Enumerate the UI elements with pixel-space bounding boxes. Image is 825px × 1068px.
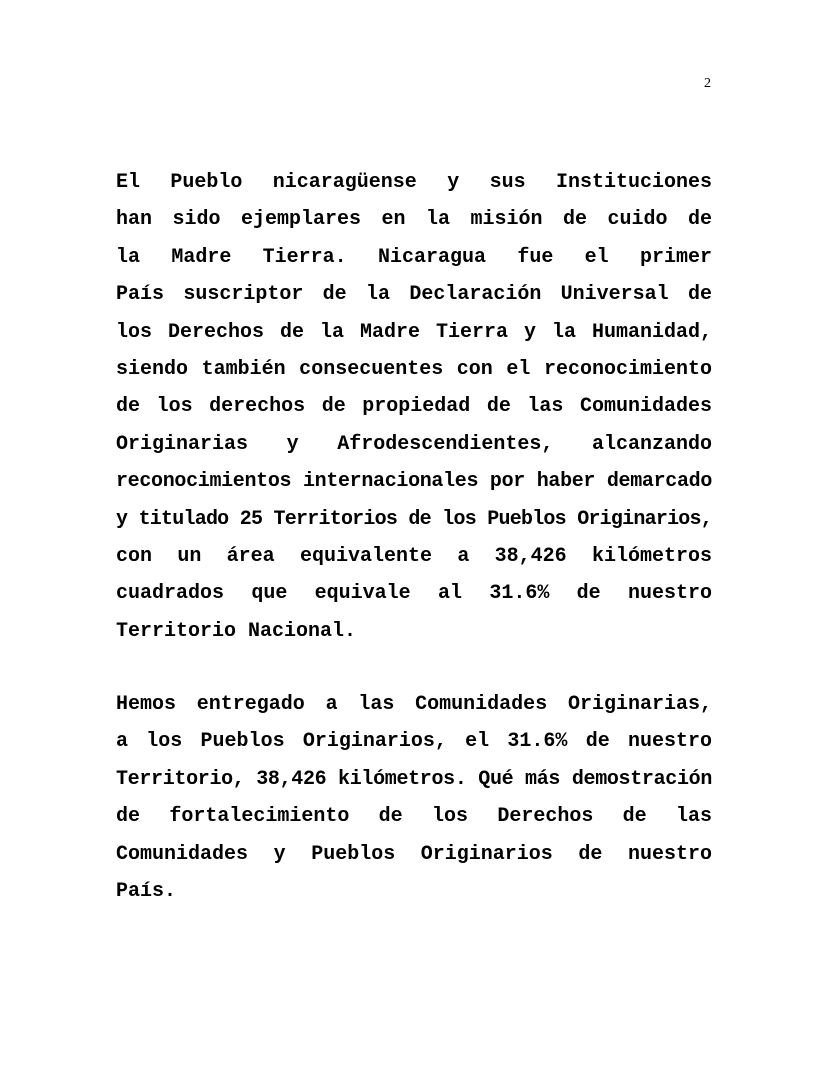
paragraph-line: siendo también consecuentes con el reconocimiento <box>116 357 712 381</box>
paragraph-line: y titulado 25 Territorios de los Pueblos Originarios, <box>116 507 712 531</box>
paragraph-line: Originarias y Afrodescendientes, alcanzando <box>116 432 712 456</box>
paragraph-line: Hemos entregado a las Comunidades Originarias, <box>116 693 712 716</box>
paragraph-line: Territorio, 38,426 kilómetros. Qué más demostración <box>116 767 712 791</box>
page-number: 2 <box>704 76 711 91</box>
paragraph-line: Territorio Nacional. <box>116 619 357 643</box>
paragraph-line: de fortalecimiento de los Derechos de las <box>116 805 712 829</box>
paragraph-line: han sido ejemplares en la misión de cuido de <box>116 208 712 232</box>
paragraph-1 <box>116 164 712 650</box>
paragraph-line: País. <box>116 879 177 903</box>
paragraph-line: a los Pueblos Originarios, el 31.6% de nuestro <box>116 730 712 754</box>
paragraph-2 <box>116 686 712 910</box>
paragraph-line: de los derechos de propiedad de las Comunidades <box>116 395 712 419</box>
paragraph-line: la Madre Tierra. Nicaragua fue el primer <box>116 245 712 269</box>
paragraph-line: los Derechos de la Madre Tierra y la Humanidad, <box>116 320 712 344</box>
paragraph-line: reconocimientos internacionales por haber demarcado <box>116 470 712 494</box>
paragraph-line: País suscriptor de la Declaración Universal de <box>116 283 712 307</box>
paragraph-line: cuadrados que equivale al 31.6% de nuestro <box>116 582 712 606</box>
paragraph-line: El Pueblo nicaragüense y sus Instituciones <box>116 171 712 194</box>
paragraph-line: con un área equivalente a 38,426 kilómetros <box>116 544 712 568</box>
paragraph-line: Comunidades y Pueblos Originarios de nuestro <box>116 842 712 866</box>
